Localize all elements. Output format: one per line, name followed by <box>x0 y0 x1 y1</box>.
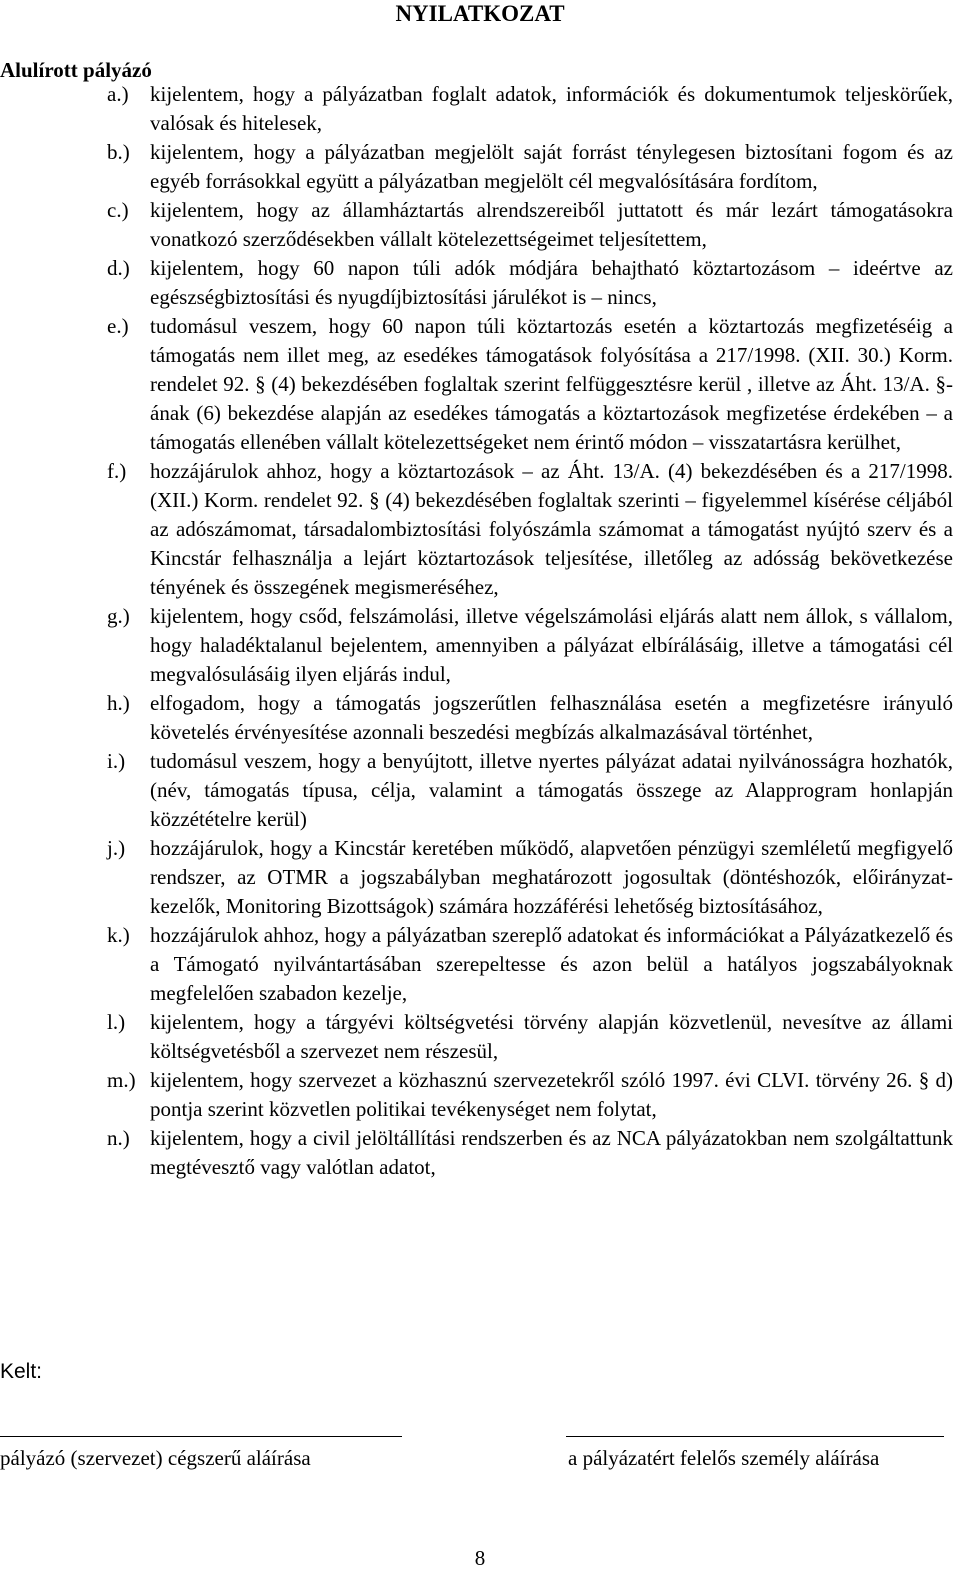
list-item-label: k.) <box>107 923 130 947</box>
list-item-text: kijelentem, hogy csőd, felszámolási, illetve végelszámolási eljárás alatt nem állok, s vállalom, hogy haladéktalanul bejelentem, amennyiben a pályázat elbírálásáig, illetve a támogatási cél megvalósulásáig ilyen eljárás indul, <box>150 604 953 686</box>
date-label: Kelt: <box>0 1360 43 1383</box>
list-item <box>107 138 953 196</box>
list-item-label: n.) <box>107 1126 130 1150</box>
list-item <box>107 921 953 1008</box>
list-item <box>107 1124 953 1182</box>
list-item <box>107 747 953 834</box>
list-item <box>107 1066 953 1124</box>
list-item-text: tudomásul veszem, hogy a benyújtott, illetve nyertes pályázat adatai nyilvánosságra hozhatók, (név, támogatás típusa, célja, valamint a támogatás összege az Alapprogram honlapján közzétételre kerül) <box>150 749 953 831</box>
intro-heading: Alulírott pályázó <box>0 58 152 82</box>
list-item-label: i.) <box>107 749 126 773</box>
page-number: 8 <box>474 1546 486 1570</box>
list-item-text: elfogadom, hogy a támogatás jogszerűtlen felhasználása esetén a megfizetésre irányuló követelés érvényesítése azonnali beszedési megbízás alkalmazásával történhet, <box>150 691 953 744</box>
list-item-label: d.) <box>107 256 130 280</box>
list-item <box>107 254 953 312</box>
list-item-text: kijelentem, hogy a tárgyévi költségvetési törvény alapján közvetlenül, nevesítve az állami költségvetésből a szervezet nem részesül, <box>150 1010 953 1063</box>
list-item-text: kijelentem, hogy szervezet a közhasznú szervezetekről szóló 1997. évi CLVI. törvény 26. § d) pontja szerint közvetlen politikai tevékenységet nem folytat, <box>150 1068 953 1121</box>
list-item-text: kijelentem, hogy a pályázatban megjelölt saját forrást ténylegesen biztosítani fogom és az egyéb forrásokkal együtt a pályázatban megjelölt cél megvalósítására fordítom, <box>150 140 953 193</box>
list-item <box>107 834 953 921</box>
right-signature-line <box>566 1436 944 1437</box>
list-item-text: hozzájárulok, hogy a Kincstár keretében működő, alapvetően pénzügyi szemléletű megfigyelő rendszer, az OTMR a jogszabályban meghatározott jogosultak (döntéshozók, előirányzat-kezelők, Monitoring Bizottságok) számára hozzáférési lehetőség biztosításához, <box>150 836 953 918</box>
list-item-text: kijelentem, hogy az államháztartás alrendszereiből juttatott és már lezárt támogatásokra vonatkozó szerződésekben vállalt kötelezettségeimet teljesítettem, <box>150 198 953 251</box>
list-item <box>107 312 953 457</box>
list-item-label: c.) <box>107 198 129 222</box>
list-item <box>107 689 953 747</box>
document-title: NYILATKOZAT <box>395 1 565 26</box>
list-item <box>107 457 953 602</box>
list-item-label: a.) <box>107 82 129 106</box>
list-item-text: tudomásul veszem, hogy 60 napon túli köztartozás esetén a köztartozás megfizetéséig a támogatás nem illet meg, az esedékes támogatások folyósítása a 217/1998. (XII. 30.) Korm. rendelet 92. § (4) bekezdésében foglaltak szerint felfüggesztésre kerül , illetve az Áht. 13/A. §-ának (6) bekezdése alapján az esedékes támogatás a köztartozások megfizetése érdekében – a támogatás ellenében vállalt kötelezettségeket nem érintő módon – visszatartásra kerülhet, <box>150 314 953 454</box>
list-item-text: kijelentem, hogy a pályázatban foglalt adatok, információk és dokumentumok teljeskörűek, valósak és hitelesek, <box>150 82 953 135</box>
list-item-label: h.) <box>107 691 130 715</box>
list-item <box>107 80 953 138</box>
left-signature-caption: pályázó (szervezet) cégszerű aláírása <box>0 1446 311 1470</box>
list-item-label: l.) <box>107 1010 126 1034</box>
left-signature-line <box>0 1436 402 1437</box>
list-item-text: kijelentem, hogy a civil jelöltállítási rendszerben és az NCA pályázatokban nem szolgáltattunk megtévesztő vagy valótlan adatot, <box>150 1126 953 1179</box>
list-item-label: m.) <box>107 1068 136 1092</box>
list-item-label: g.) <box>107 604 130 628</box>
list-item <box>107 196 953 254</box>
list-item <box>107 1008 953 1066</box>
list-item-text: kijelentem, hogy 60 napon túli adók módjára behajtható köztartozásom – ideértve az egészségbiztosítási és nyugdíjbiztosítási járulékot is – nincs, <box>150 256 953 309</box>
list-item <box>107 602 953 689</box>
declaration-list <box>107 80 953 1182</box>
list-item-label: e.) <box>107 314 129 338</box>
list-item-text: hozzájárulok ahhoz, hogy a pályázatban szereplő adatokat és információkat a Pályázatkezelő és a Támogató nyilvántartásában szerepeltesse és azon belül a hatályos jogszabályoknak megfelelően szabadon kezelje, <box>150 923 953 1005</box>
list-item-label: f.) <box>107 459 127 483</box>
list-item-text: hozzájárulok ahhoz, hogy a köztartozások – az Áht. 13/A. (4) bekezdésében és a 217/1998. (XII.) Korm. rendelet 92. § (4) bekezdésében foglaltak szerinti – figyelemmel kísérése céljából az adószámomat, társadalombiztosítási folyószámla számomat a támogatást nyújtó szerv és a Kincstár felhasználja a lejárt köztartozások teljesítése, illetőleg az adósság bekövetkezése tényének és összegének megismeréséhez, <box>150 459 953 599</box>
list-item-label: j.) <box>107 836 126 860</box>
list-item-label: b.) <box>107 140 130 164</box>
right-signature-caption: a pályázatért felelős személy aláírása <box>568 1446 880 1470</box>
